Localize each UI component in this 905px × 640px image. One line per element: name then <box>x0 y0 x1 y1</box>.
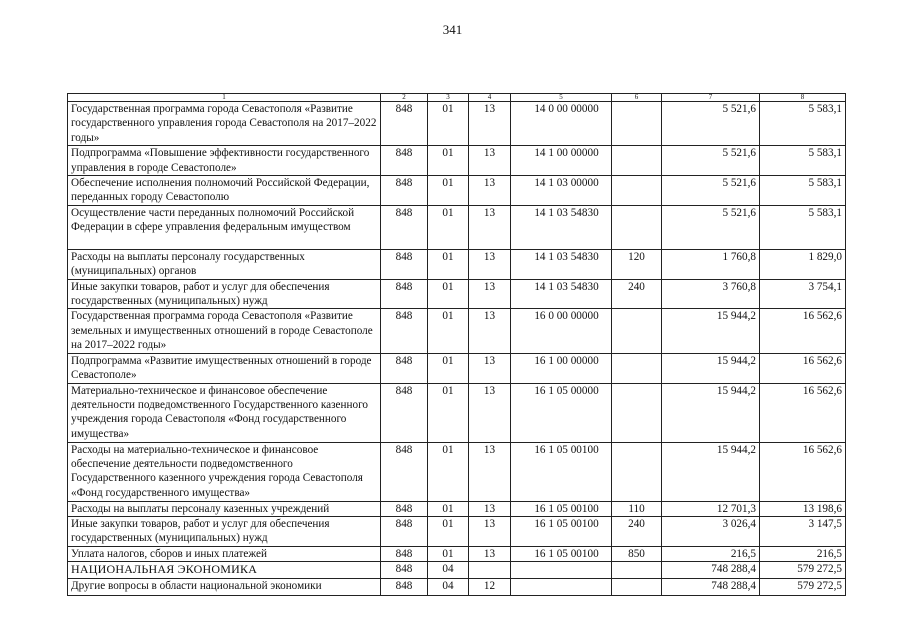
article-code <box>511 579 612 596</box>
row-name: Расходы на выплаты персоналу государственных (муниципальных) органов <box>68 249 381 279</box>
amount-year-1: 3 026,4 <box>662 516 760 546</box>
table-row <box>68 249 846 279</box>
expense-type-code <box>612 102 662 146</box>
table-row <box>68 516 846 546</box>
section-code: 01 <box>428 205 469 249</box>
table-row <box>68 562 846 579</box>
ministry-code: 848 <box>381 146 428 176</box>
section-code: 01 <box>428 383 469 442</box>
section-code: 01 <box>428 546 469 561</box>
row-name: Иные закупки товаров, работ и услуг для обеспечения государственных (муниципальных) нужд <box>68 279 381 309</box>
expense-type-code <box>612 176 662 206</box>
amount-year-2: 5 583,1 <box>760 205 846 249</box>
subsection-code: 13 <box>469 353 511 383</box>
ministry-code: 848 <box>381 353 428 383</box>
article-code: 16 1 05 00000 <box>511 383 612 442</box>
subsection-code: 13 <box>469 546 511 561</box>
amount-year-2: 579 272,5 <box>760 579 846 596</box>
amount-year-2: 16 562,6 <box>760 442 846 501</box>
amount-year-2: 5 583,1 <box>760 176 846 206</box>
expense-type-code <box>612 205 662 249</box>
expense-type-code <box>612 146 662 176</box>
row-name: Государственная программа города Севастополя «Развитие земельных и имущественных отношений в городе Севастополе на 2017–2022 годы» <box>68 309 381 353</box>
amount-year-2: 1 829,0 <box>760 249 846 279</box>
article-code: 16 1 05 00100 <box>511 442 612 501</box>
article-code: 16 1 00 00000 <box>511 353 612 383</box>
article-code: 16 1 05 00100 <box>511 501 612 516</box>
subsection-code <box>469 562 511 579</box>
expense-type-code <box>612 579 662 596</box>
amount-year-2: 216,5 <box>760 546 846 561</box>
table-row <box>68 501 846 516</box>
subsection-code: 13 <box>469 146 511 176</box>
column-number-row <box>68 94 846 102</box>
ministry-code: 848 <box>381 442 428 501</box>
subsection-code: 13 <box>469 442 511 501</box>
amount-year-1: 5 521,6 <box>662 176 760 206</box>
table-row <box>68 546 846 561</box>
amount-year-2: 13 198,6 <box>760 501 846 516</box>
subsection-code: 12 <box>469 579 511 596</box>
article-code: 14 1 03 54830 <box>511 205 612 249</box>
row-name: Иные закупки товаров, работ и услуг для обеспечения государственных (муниципальных) нужд <box>68 516 381 546</box>
amount-year-1: 15 944,2 <box>662 353 760 383</box>
ministry-code: 848 <box>381 309 428 353</box>
section-code: 01 <box>428 279 469 309</box>
column-number: 7 <box>662 94 760 102</box>
amount-year-1: 748 288,4 <box>662 562 760 579</box>
expense-type-code <box>612 442 662 501</box>
ministry-code: 848 <box>381 279 428 309</box>
amount-year-1: 748 288,4 <box>662 579 760 596</box>
row-name: Обеспечение исполнения полномочий Российской Федерации, переданных городу Севастополю <box>68 176 381 206</box>
ministry-code: 848 <box>381 102 428 146</box>
amount-year-1: 15 944,2 <box>662 442 760 501</box>
table-row <box>68 102 846 146</box>
ministry-code: 848 <box>381 516 428 546</box>
section-code: 04 <box>428 579 469 596</box>
table-row <box>68 176 846 206</box>
section-code: 01 <box>428 249 469 279</box>
section-code: 01 <box>428 516 469 546</box>
amount-year-2: 5 583,1 <box>760 146 846 176</box>
row-name: Уплата налогов, сборов и иных платежей <box>68 546 381 561</box>
section-code: 01 <box>428 309 469 353</box>
amount-year-2: 3 754,1 <box>760 279 846 309</box>
section-code: 01 <box>428 176 469 206</box>
subsection-code: 13 <box>469 102 511 146</box>
row-name: НАЦИОНАЛЬНАЯ ЭКОНОМИКА <box>68 562 381 579</box>
subsection-code: 13 <box>469 501 511 516</box>
amount-year-1: 12 701,3 <box>662 501 760 516</box>
column-number: 4 <box>469 94 511 102</box>
subsection-code: 13 <box>469 309 511 353</box>
expense-type-code <box>612 383 662 442</box>
table-row <box>68 579 846 596</box>
ministry-code: 848 <box>381 579 428 596</box>
article-code: 14 0 00 00000 <box>511 102 612 146</box>
expense-type-code <box>612 353 662 383</box>
row-name: Материально-техническое и финансовое обеспечение деятельности подведомственного Государственного казенного учреждения города Севастополя «Фонд государственного имущества» <box>68 383 381 442</box>
row-name: Подпрограмма «Повышение эффективности государственного управления в городе Севастополе» <box>68 146 381 176</box>
expense-type-code: 110 <box>612 501 662 516</box>
row-name: Подпрограмма «Развитие имущественных отношений в городе Севастополе» <box>68 353 381 383</box>
article-code: 14 1 00 00000 <box>511 146 612 176</box>
ministry-code: 848 <box>381 383 428 442</box>
section-code: 01 <box>428 102 469 146</box>
ministry-code: 848 <box>381 176 428 206</box>
table-row <box>68 279 846 309</box>
section-code: 01 <box>428 442 469 501</box>
subsection-code: 13 <box>469 176 511 206</box>
column-number: 3 <box>428 94 469 102</box>
column-number: 5 <box>511 94 612 102</box>
row-name: Расходы на выплаты персоналу казенных учреждений <box>68 501 381 516</box>
column-number: 8 <box>760 94 846 102</box>
expense-type-code: 120 <box>612 249 662 279</box>
article-code: 14 1 03 54830 <box>511 249 612 279</box>
ministry-code: 848 <box>381 249 428 279</box>
table-row <box>68 309 846 353</box>
amount-year-1: 3 760,8 <box>662 279 760 309</box>
expense-type-code: 240 <box>612 279 662 309</box>
amount-year-1: 1 760,8 <box>662 249 760 279</box>
article-code: 16 0 00 00000 <box>511 309 612 353</box>
amount-year-1: 5 521,6 <box>662 102 760 146</box>
subsection-code: 13 <box>469 249 511 279</box>
section-code: 04 <box>428 562 469 579</box>
amount-year-1: 5 521,6 <box>662 146 760 176</box>
section-code: 01 <box>428 353 469 383</box>
amount-year-1: 216,5 <box>662 546 760 561</box>
article-code: 16 1 05 00100 <box>511 516 612 546</box>
ministry-code: 848 <box>381 205 428 249</box>
amount-year-1: 15 944,2 <box>662 383 760 442</box>
budget-table <box>67 93 846 596</box>
ministry-code: 848 <box>381 546 428 561</box>
page-number: 341 <box>442 22 463 37</box>
amount-year-2: 5 583,1 <box>760 102 846 146</box>
expense-type-code <box>612 562 662 579</box>
row-name: Государственная программа города Севастополя «Развитие государственного управления города Севастополя на 2017–2022 годы» <box>68 102 381 146</box>
column-number: 6 <box>612 94 662 102</box>
ministry-code: 848 <box>381 501 428 516</box>
subsection-code: 13 <box>469 205 511 249</box>
subsection-code: 13 <box>469 516 511 546</box>
amount-year-2: 16 562,6 <box>760 383 846 442</box>
amount-year-2: 3 147,5 <box>760 516 846 546</box>
column-number: 2 <box>381 94 428 102</box>
amount-year-2: 579 272,5 <box>760 562 846 579</box>
row-name: Осуществление части переданных полномочий Российской Федерации в сфере управления федеральным имуществом <box>68 205 381 249</box>
ministry-code: 848 <box>381 562 428 579</box>
section-code: 01 <box>428 501 469 516</box>
subsection-code: 13 <box>469 383 511 442</box>
table-row <box>68 146 846 176</box>
amount-year-2: 16 562,6 <box>760 353 846 383</box>
expense-type-code: 240 <box>612 516 662 546</box>
subsection-code: 13 <box>469 279 511 309</box>
amount-year-2: 16 562,6 <box>760 309 846 353</box>
amount-year-1: 5 521,6 <box>662 205 760 249</box>
article-code <box>511 562 612 579</box>
table-row <box>68 383 846 442</box>
section-code: 01 <box>428 146 469 176</box>
table-row <box>68 353 846 383</box>
expense-type-code: 850 <box>612 546 662 561</box>
table-row <box>68 442 846 501</box>
article-code: 14 1 03 00000 <box>511 176 612 206</box>
table-row <box>68 205 846 249</box>
row-name: Расходы на материально-техническое и финансовое обеспечение деятельности подведомственного Государственного казенного учреждения города Севастополя «Фонд государственного имущества» <box>68 442 381 501</box>
article-code: 16 1 05 00100 <box>511 546 612 561</box>
amount-year-1: 15 944,2 <box>662 309 760 353</box>
row-name: Другие вопросы в области национальной экономики <box>68 579 381 596</box>
column-number: 1 <box>68 94 381 102</box>
expense-type-code <box>612 309 662 353</box>
article-code: 14 1 03 54830 <box>511 279 612 309</box>
